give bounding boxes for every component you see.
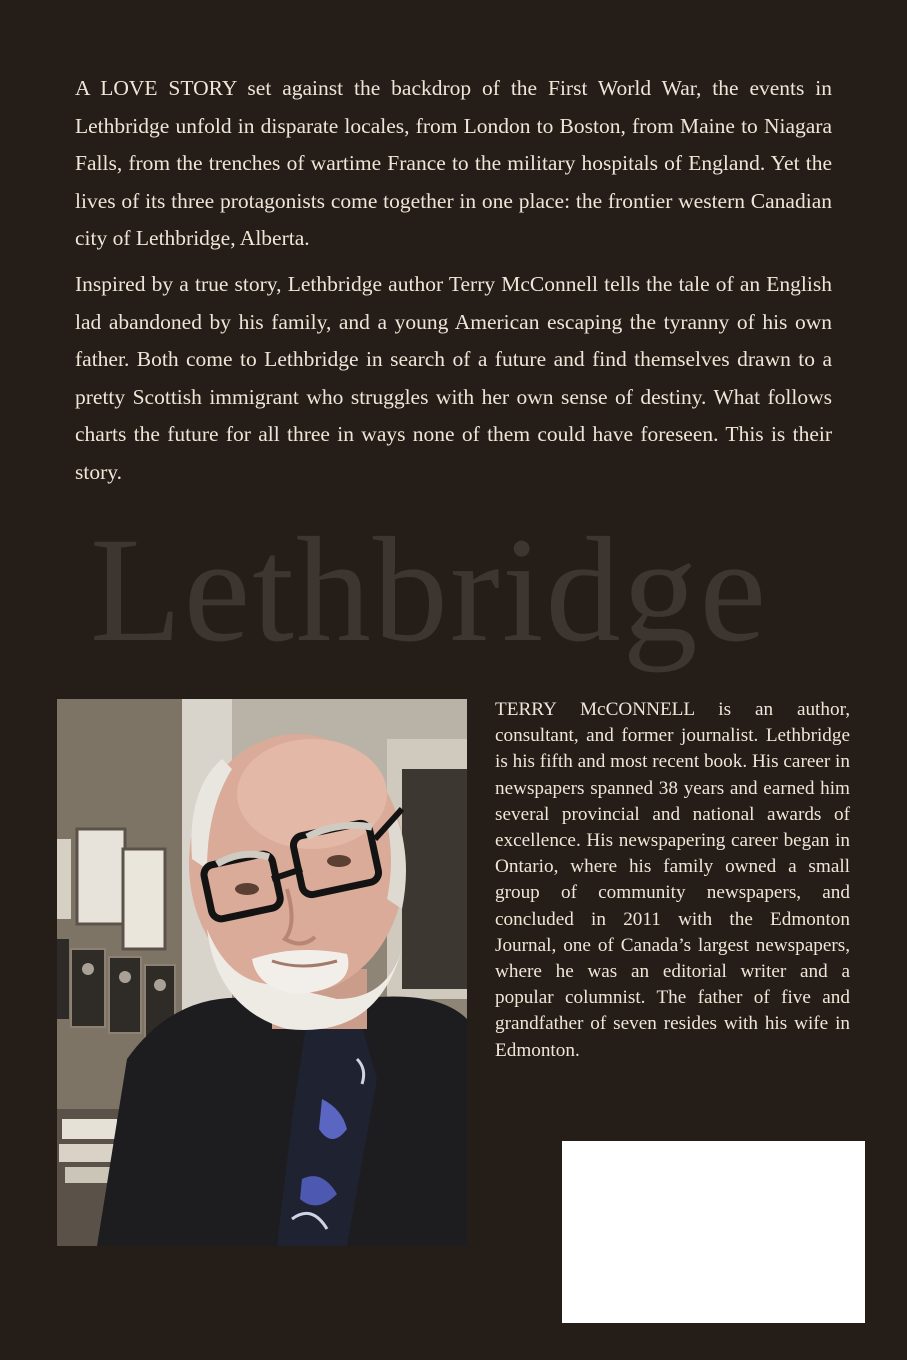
blurb-paragraph-2: Inspired by a true story, Lethbridge author Terry McConnell tells the tale of an English lad abandoned by his family, and a young American escaping the tyranny of his own father. Both come to Lethbridge in search of a future and find themselves drawn to a pretty Scottish immigrant who struggles with her own sense of destiny. What follows charts the future for all three in ways none of them could have foreseen. This is their story. xyxy=(75,271,832,484)
blurb-paragraph-1: A LOVE STORY set against the backdrop of the First World War, the events in Lethbridge unfold in disparate locales, from London to Boston, from Maine to Niagara Falls, from the trenches of wartime France to the military hospitals of England. Yet the lives of its three protagonists come together in one place: the frontier western Canadian city of Lethbridge, Alberta. xyxy=(75,76,832,251)
author-bio: TERRY McCONNELL is an author, consultant, and former journalist. Lethbridge is his fifth and most recent book. His career in newspapers spanned 38 years and earned him several provincial and national awards of excellence. His newspapering career began in Ontario, where his family owned a small group of community newspapers, and concluded in 2011 with the Edmonton Journal, one of Canada’s largest newspapers, where he was an editorial writer and a popular columnist. The father of five and grandfather of seven resides with his wife in Edmonton. xyxy=(495,699,850,1061)
blurb xyxy=(75,70,832,500)
barcode-box xyxy=(562,1141,865,1323)
author-portrait-image xyxy=(57,699,467,1246)
author-photo xyxy=(57,699,467,1246)
title-watermark: Lethbridge xyxy=(90,507,769,673)
